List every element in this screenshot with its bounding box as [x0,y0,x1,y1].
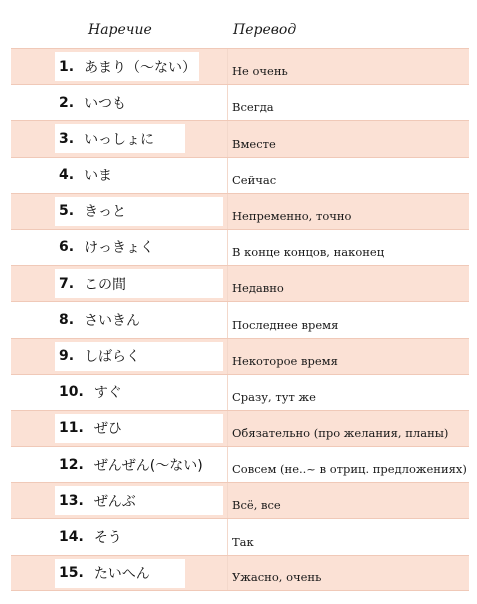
column-divider [227,411,228,446]
adverb-cell [55,486,223,515]
row-number: 10. [59,384,84,401]
adverb-text: いっしょに [84,131,155,148]
translation-text: Недавно [232,281,284,296]
row-number: 14. [59,528,84,545]
table-row [11,410,469,446]
row-number: 1. [59,58,75,75]
adverb-text: ぜんぶ [93,493,136,510]
table-row [11,265,469,301]
column-divider [227,49,228,84]
table-row [11,482,469,518]
adverb-cell [55,522,155,551]
row-number: 6. [59,239,75,256]
adverb-text: この間 [84,276,127,293]
translation-text: Непременно, точно [232,208,352,223]
row-number: 3. [59,130,75,147]
adverb-cell [55,559,185,588]
row-number: 15. [59,565,84,582]
column-divider [227,121,228,156]
adverb-cell [55,197,223,226]
column-divider [227,230,228,265]
row-number: 13. [59,492,84,509]
column-divider [227,519,228,554]
table-row [11,338,469,374]
table-row [11,84,469,120]
adverb-cell [55,88,155,117]
adverb-cell [55,233,185,262]
adverb-cell [55,450,223,479]
column-divider [227,158,228,193]
column-divider [227,302,228,337]
row-number: 4. [59,167,75,184]
translation-text: Так [232,534,254,549]
translation-text: Ужасно, очень [232,569,322,584]
table-row [11,518,469,554]
adverb-cell [55,124,185,153]
translation-text: Сейчас [232,172,277,187]
adverb-cell [55,378,165,407]
translation-text: В конце концов, наконец [232,245,385,260]
adverb-text: ぜんぜん(〜ない) [93,457,203,474]
table-row [11,229,469,265]
table-row [11,48,469,84]
adverb-text: そう [93,529,122,546]
translation-text: Обязательно (про желания, планы) [232,426,449,441]
adverb-text: ぜひ [93,421,122,438]
adverb-cell [55,161,145,190]
adverb-text: しばらく [84,349,141,365]
table-row [11,555,469,591]
column-divider [227,483,228,518]
column-divider [227,375,228,410]
adverb-text: さいきん [84,312,141,329]
row-number: 11. [59,420,84,437]
row-number: 2. [59,94,75,111]
row-number: 12. [59,456,84,473]
column-divider [227,339,228,374]
adverb-cell [55,414,223,443]
translation-text: Всегда [232,100,274,115]
table-row [11,120,469,156]
translation-text: Некоторое время [232,353,338,368]
adverb-text: きっと [84,204,127,221]
column-divider [227,556,228,590]
adverb-cell [55,269,223,298]
column-divider [227,447,228,482]
translation-text: Не очень [232,64,288,79]
translation-text: Вместе [232,136,276,151]
translation-text: Последнее время [232,317,339,332]
adverb-text: いま [84,168,113,185]
column-divider [227,194,228,229]
table-row [11,374,469,410]
vocabulary-table [11,48,469,591]
translation-text: Сразу, тут же [232,389,316,404]
column-divider [227,85,228,120]
translation-text: Всё, все [232,498,281,513]
translation-text: Совсем (не..~ в отриц. предложениях) [232,462,467,477]
adverb-cell [55,305,175,334]
adverb-text: すぐ [93,385,122,402]
adverb-cell [55,342,223,371]
table-row [11,157,469,193]
row-number: 5. [59,203,75,220]
row-number: 9. [59,348,75,364]
table-row [11,301,469,337]
table-row [11,446,469,482]
adverb-text: いつも [84,95,127,112]
adverb-text: あまり（〜ない） [84,59,197,76]
column-header-adverb: Наречие [88,22,152,38]
adverb-text: けっきょく [84,240,155,257]
table-row [11,193,469,229]
row-number: 8. [59,311,75,328]
adverb-text: たいへん [93,566,150,583]
column-header-translation: Перевод [233,22,297,38]
column-divider [227,266,228,301]
adverb-cell [55,52,199,81]
row-number: 7. [59,275,75,292]
